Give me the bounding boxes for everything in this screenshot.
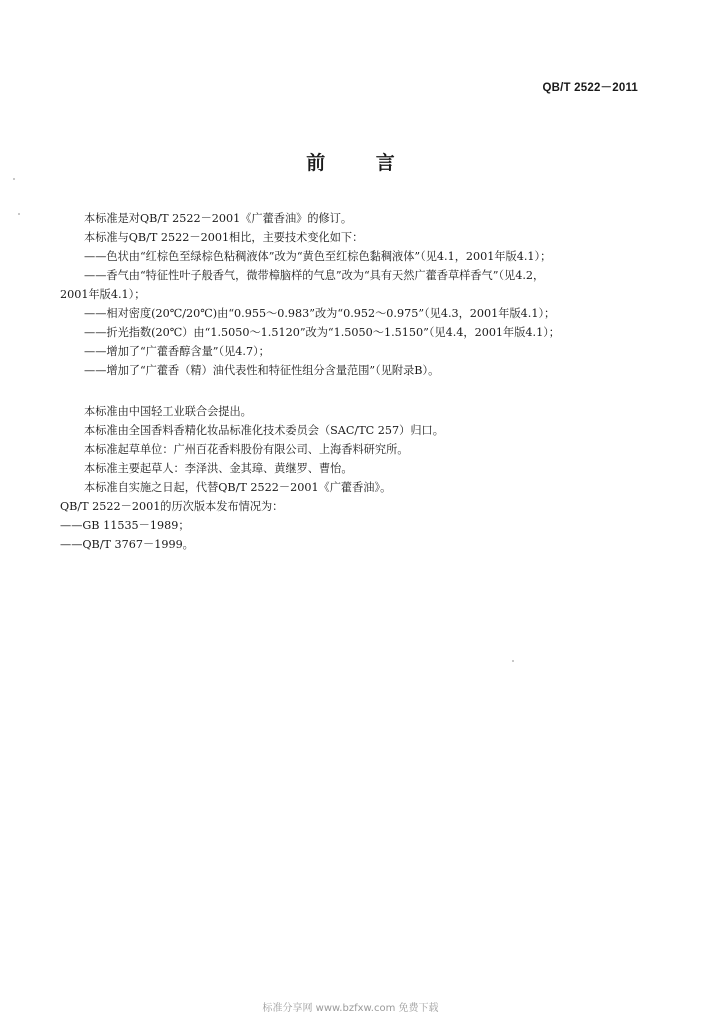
change-item-odor: ——香气由“特征性叶子般香气，微带樟脑样的气息”改为“具有天然广藿香草样香气”（见4.2， xyxy=(84,269,545,282)
committee-line: 本标准由全国香料香精化妆品标准化技术委员会（SAC/TC 257）归口。 xyxy=(84,424,444,437)
history-intro-line: QB/T 2522－2001的历次版本发布情况为： xyxy=(60,500,284,513)
scan-speck xyxy=(18,213,20,215)
history-item: ——QB/T 3767－1999。 xyxy=(60,538,194,551)
change-item-density: ——相对密度(20℃/20℃)由“0.955～0.983”改为“0.952～0.975”（见4.3，2001年版4.1）； xyxy=(84,307,556,320)
scan-speck xyxy=(512,660,514,662)
change-item-patchoulol: ——增加了“广藿香醇含量”（见4.7）； xyxy=(84,345,270,358)
intro-line: 本标准是对QB/T 2522－2001《广藿香油》的修订。 xyxy=(84,212,353,225)
change-item-components: ——增加了“广藿香（精）油代表性和特征性组分含量范围”（见附录B）。 xyxy=(84,364,440,377)
standard-code: QB/T 2522－2011 xyxy=(542,82,638,94)
drafting-unit-line: 本标准起草单位：广州百花香料股份有限公司、上海香料研究所。 xyxy=(84,443,409,456)
drafting-info-section xyxy=(60,402,640,554)
proposer-line: 本标准由中国轻工业联合会提出。 xyxy=(84,405,252,418)
history-item: ——GB 11535－1989； xyxy=(60,519,190,532)
scan-speck xyxy=(13,178,15,180)
footer-watermark: 标准分享网 www.bzfxw.com 免费下载 xyxy=(262,1003,439,1014)
change-item-color: ——色状由“红棕色至绿棕色粘稠液体”改为“黄色至红棕色黏稠液体”（见4.1，2001年版4.1）； xyxy=(84,250,552,263)
comparison-line: 本标准与QB/T 2522－2001相比，主要技术变化如下： xyxy=(84,231,364,244)
replacement-line: 本标准自实施之日起，代替QB/T 2522－2001《广藿香油》。 xyxy=(84,481,392,494)
page-title: 前 言 xyxy=(306,152,417,174)
revision-changes-section xyxy=(60,209,640,380)
change-item-refraction: ——折光指数(20℃）由“1.5050～1.5120”改为“1.5050～1.5150”（见4.4，2001年版4.1）； xyxy=(84,326,560,339)
drafters-line: 本标准主要起草人：李泽洪、金其璋、黄继罗、曹怡。 xyxy=(84,462,353,475)
change-item-odor-continued: 2001年版4.1）； xyxy=(60,288,146,301)
